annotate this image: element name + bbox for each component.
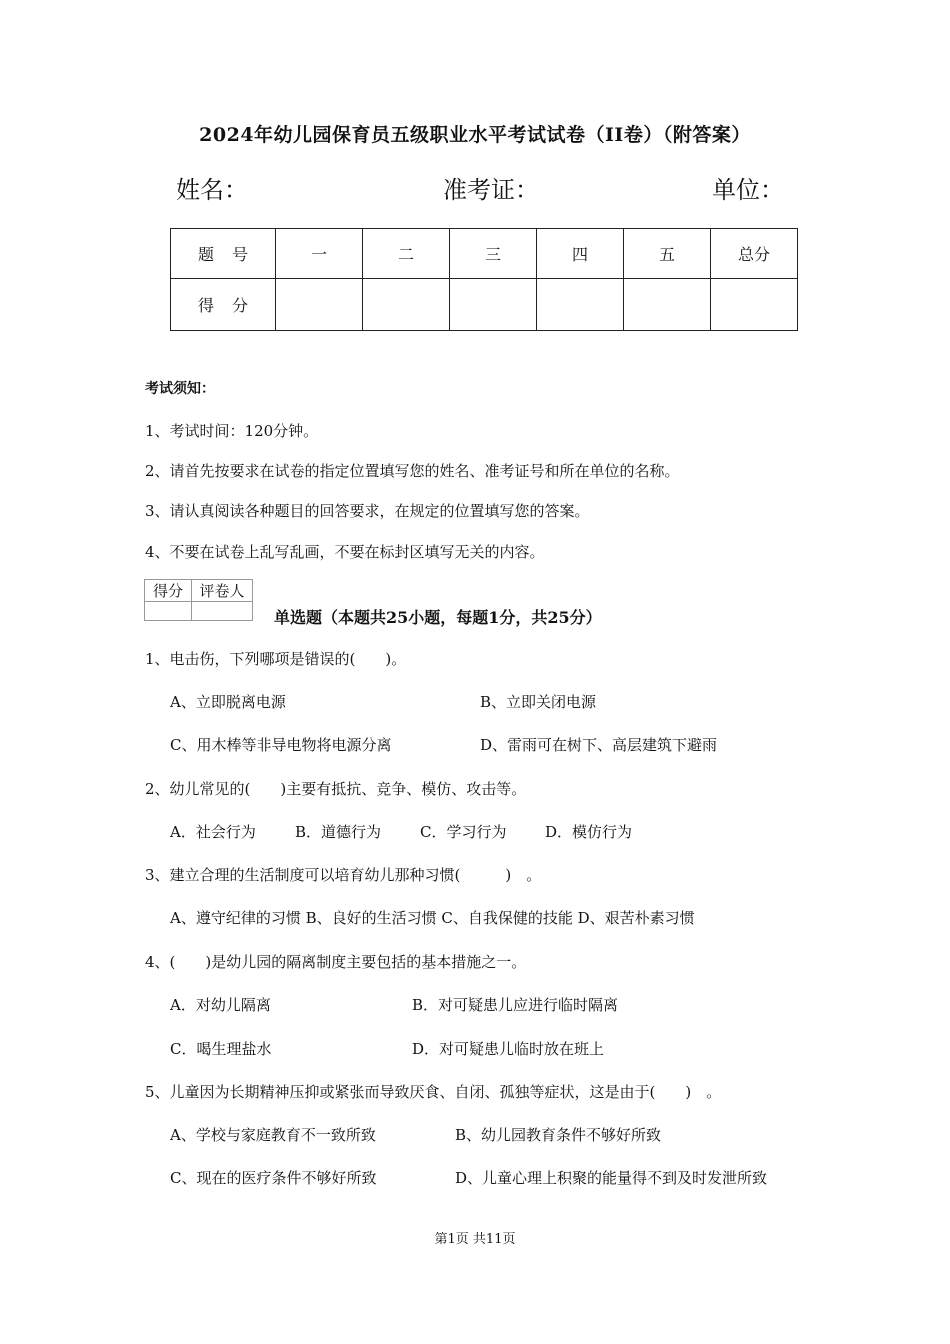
- grader-score-cell[interactable]: [145, 602, 192, 621]
- score-table-cell: 五: [624, 229, 711, 279]
- question-option[interactable]: A、立即脱离电源: [170, 693, 286, 711]
- question-stem: 4、( )是幼儿园的隔离制度主要包括的基本措施之一。: [145, 953, 527, 971]
- score-table-score-row: [171, 279, 798, 331]
- unit-label: 单位：: [712, 176, 784, 204]
- page-footer: 第1页 共11页: [434, 1232, 516, 1247]
- grader-name-label: 评卷人: [192, 580, 253, 602]
- score-row-label: 得分: [171, 279, 276, 331]
- question-option[interactable]: A、学校与家庭教育不一致所致: [170, 1126, 376, 1144]
- question-option[interactable]: A．社会行为: [170, 823, 256, 841]
- question-option[interactable]: A．对幼儿隔离: [170, 996, 271, 1014]
- question-option[interactable]: C．学习行为: [420, 823, 507, 841]
- notes-item: 2、请首先按要求在试卷的指定位置填写您的姓名、准考证号和所在单位的名称。: [145, 462, 680, 480]
- grader-name-cell[interactable]: [192, 602, 253, 621]
- notes-item: 3、请认真阅读各种题目的回答要求，在规定的位置填写您的答案。: [145, 502, 590, 520]
- notes-title: 考试须知：: [145, 381, 215, 397]
- score-input-cell[interactable]: [537, 279, 624, 331]
- score-table: [170, 228, 798, 331]
- question-option[interactable]: B、幼儿园教育条件不够好所致: [455, 1126, 662, 1144]
- score-table-cell: 三: [450, 229, 537, 279]
- notes-item: 4、不要在试卷上乱写乱画，不要在标封区填写无关的内容。: [145, 543, 545, 561]
- question-stem: 3、建立合理的生活制度可以培育幼儿那种习惯( ) 。: [145, 866, 542, 884]
- score-input-cell[interactable]: [624, 279, 711, 331]
- score-input-cell[interactable]: [450, 279, 537, 331]
- question-option[interactable]: C、用木棒等非导电物将电源分离: [170, 736, 392, 754]
- question-option[interactable]: D、雷雨可在树下、高层建筑下避雨: [480, 736, 718, 754]
- score-table-cell: 总分: [711, 229, 798, 279]
- question-option[interactable]: D、儿童心理上积聚的能量得不到及时发泄所致: [455, 1169, 768, 1187]
- question-option[interactable]: B、立即关闭电源: [480, 693, 597, 711]
- grader-box: [144, 579, 253, 621]
- score-table-cell: 二: [363, 229, 450, 279]
- score-table-cell: 四: [537, 229, 624, 279]
- question-stem: 2、幼儿常见的( )主要有抵抗、竞争、模仿、攻击等。: [145, 780, 527, 798]
- question-option[interactable]: B．对可疑患儿应进行临时隔离: [412, 996, 619, 1014]
- page-title: 2024年幼儿园保育员五级职业水平考试试卷（II卷）（附答案）: [199, 124, 751, 146]
- question-stem: 1、电击伤，下列哪项是错误的( )。: [145, 650, 407, 668]
- question-options-line[interactable]: A、遵守纪律的习惯 B、良好的生活习惯 C、自我保健的技能 D、艰苦朴素习惯: [170, 909, 695, 927]
- question-option[interactable]: D．模仿行为: [545, 823, 633, 841]
- question-option[interactable]: B．道德行为: [295, 823, 382, 841]
- score-input-cell[interactable]: [363, 279, 450, 331]
- score-input-cell[interactable]: [711, 279, 798, 331]
- section-title: 单选题（本题共25小题，每题1分，共25分）: [274, 608, 602, 627]
- question-option[interactable]: C．喝生理盐水: [170, 1040, 272, 1058]
- question-option[interactable]: D．对可疑患儿临时放在班上: [412, 1040, 605, 1058]
- name-label: 姓名：: [176, 176, 248, 204]
- score-table-cell: 题号: [171, 229, 276, 279]
- exam-id-label: 准考证：: [443, 176, 539, 204]
- grader-score-label: 得分: [145, 580, 192, 602]
- score-table-cell: 一: [276, 229, 363, 279]
- question-option[interactable]: C、现在的医疗条件不够好所致: [170, 1169, 377, 1187]
- score-input-cell[interactable]: [276, 279, 363, 331]
- notes-item: 1、考试时间：120分钟。: [145, 422, 319, 440]
- score-table-header-row: [171, 229, 798, 279]
- question-stem: 5、儿童因为长期精神压抑或紧张而导致厌食、自闭、孤独等症状，这是由于( ) 。: [145, 1083, 722, 1101]
